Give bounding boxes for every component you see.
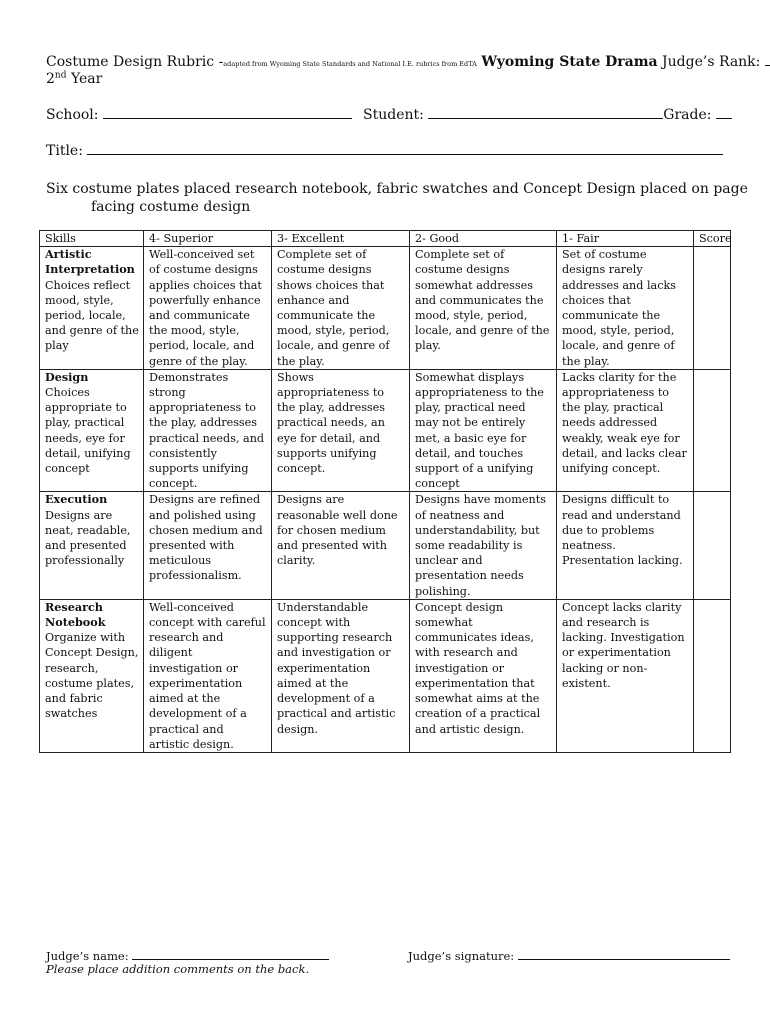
header-line [46, 53, 770, 73]
title-field [46, 142, 723, 159]
good-cell: Designs have moments of neatness and understandability, but some readability is unclear and presentation needs polishing. [410, 492, 557, 599]
skill-name: Execution [45, 492, 108, 507]
header-skills: Skills [40, 231, 144, 247]
header-row [40, 231, 731, 247]
superior-cell: Demonstrates strong appropriateness to the play, addresses practical needs, and consistently supports unifying concept. [144, 369, 272, 492]
superior-cell: Designs are refined and polished using chosen medium and presented with meticulous professionalism. [144, 492, 272, 599]
fair-cell: Set of costume designs rarely addresses and lacks choices that communicate the mood, style, period, locale, and genre of the play. [557, 247, 694, 370]
table-row [40, 492, 731, 599]
student-label: Student: [363, 107, 424, 123]
superior-cell: Well-conceived concept with careful research and diligent investigation or experimentation aimed at the development of a practical and artistic design. [144, 599, 272, 752]
year-number: 2 [46, 71, 55, 87]
grade-label: Grade: [663, 107, 712, 123]
good-cell: Concept design somewhat communicates ideas, with research and investigation or experimentation that somewhat aims at the creation of a practical and artistic design. [410, 599, 557, 752]
header-excellent: 3- Excellent [272, 231, 410, 247]
excellent-cell: Designs are reasonable well done for chosen medium and presented with clarity. [272, 492, 410, 599]
header-score: Score [694, 231, 731, 247]
table-row [40, 599, 731, 752]
organization-name: Wyoming State Drama [481, 54, 658, 70]
dash: - [218, 54, 224, 70]
title-label: Title: [46, 143, 83, 159]
skill-description: Designs are neat, readable, and presented professionally [45, 508, 131, 568]
judges-name-blank[interactable] [132, 947, 329, 960]
grade-blank[interactable] [716, 106, 732, 119]
excellent-cell: Complete set of costume designs shows choices that enhance and communicate the mood, style, period, locale, and genre of the play. [272, 247, 410, 370]
skill-name: Research Notebook [45, 599, 106, 630]
skill-cell [40, 599, 144, 752]
judges-signature-field [408, 947, 730, 963]
judges-name-label: Judge’s name: [46, 949, 129, 963]
year-word: Year [70, 71, 103, 87]
skill-cell [40, 247, 144, 370]
title-blank[interactable] [87, 142, 723, 155]
school-label: School: [46, 107, 99, 123]
judges-signature-blank[interactable] [518, 947, 730, 960]
skill-description: Organize with Concept Design, research, costume plates, and fabric swatches [45, 631, 139, 721]
table-row [40, 247, 731, 370]
header-good: 2- Good [410, 231, 557, 247]
header-superior: 4- Superior [144, 231, 272, 247]
skill-name: Artistic Interpretation [45, 247, 135, 277]
table-row [40, 369, 731, 492]
good-cell: Somewhat displays appropriateness to the play, practical need may not be entirely met, a basic eye for detail, and touches support of a unifying concept [410, 369, 557, 492]
skill-description: Choices reflect mood, style, period, locale, and genre of the play [45, 278, 139, 353]
judges-rank-label: Judge’s Rank: [662, 54, 761, 70]
score-cell[interactable] [694, 599, 731, 752]
fair-cell: Concept lacks clarity and research is lacking. Investigation or experimentation lacking or non-existent. [557, 599, 694, 752]
score-cell[interactable] [694, 247, 731, 370]
superior-cell: Well-conceived set of costume designs applies choices that powerfully enhance and communicate the mood, style, period, locale, and genre of the play. [144, 247, 272, 370]
footer-note: Please place addition comments on the back. [46, 962, 310, 976]
judges-rank-blank[interactable] [765, 53, 770, 66]
skill-cell [40, 492, 144, 599]
instructions-line-1: Six costume plates placed research notebook, fabric swatches and Concept Design placed on page [46, 181, 748, 197]
year-line [46, 71, 102, 87]
student-blank[interactable] [428, 106, 663, 119]
judges-signature-label: Judge’s signature: [408, 949, 515, 963]
source-note: adapted from Wyoming State Standards and National I.E. rubrics from EdTA [223, 60, 477, 68]
header-fair: 1- Fair [557, 231, 694, 247]
school-blank[interactable] [103, 106, 352, 119]
fair-cell: Lacks clarity for the appropriateness to the play, practical needs addressed weakly, weak eye for detail, and lacks clear unifying concept. [557, 369, 694, 492]
instructions-line-2: facing costume design [91, 199, 251, 215]
score-cell[interactable] [694, 369, 731, 492]
year-suffix: nd [54, 70, 67, 81]
rubric-table [39, 230, 731, 753]
student-field [363, 106, 732, 123]
judges-name-field [46, 947, 329, 963]
excellent-cell: Shows appropriateness to the play, addresses practical needs, an eye for detail, and supports unifying concept. [272, 369, 410, 492]
fair-cell: Designs difficult to read and understand due to problems neatness. Presentation lacking. [557, 492, 694, 599]
skill-description: Choices appropriate to play, practical needs, eye for detail, unifying concept [45, 386, 131, 476]
skill-name: Design [45, 369, 89, 384]
good-cell: Complete set of costume designs somewhat addresses and communicates the mood, style, period, locale, and genre of the play. [410, 247, 557, 370]
excellent-cell: Understandable concept with supporting research and investigation or experimentation aimed at the development of a practical and artistic design. [272, 599, 410, 752]
skill-cell [40, 369, 144, 492]
rubric-title: Costume Design Rubric [46, 54, 215, 70]
school-field [46, 106, 352, 123]
score-cell[interactable] [694, 492, 731, 599]
